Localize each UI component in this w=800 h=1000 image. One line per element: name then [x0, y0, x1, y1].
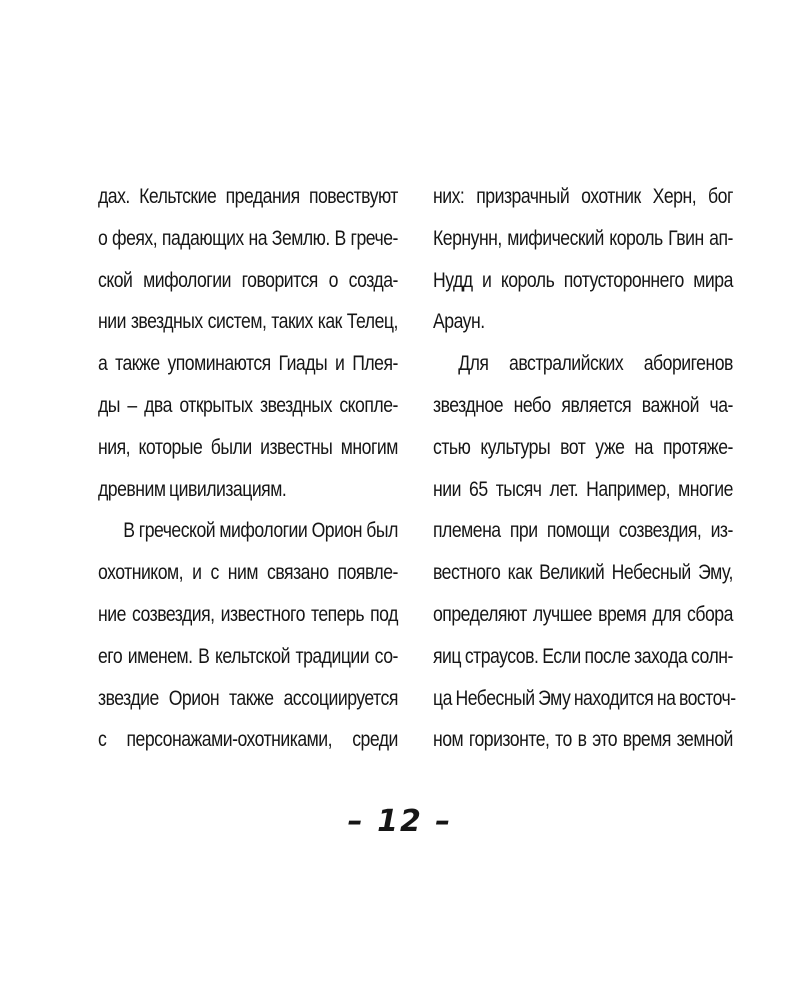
text-line: определяют лучшее время для сбора — [433, 602, 733, 626]
text-line: яиц страусов. Если после захода солн- — [433, 644, 733, 668]
text-line: нии 65 тысяч лет. Например, многие — [433, 477, 733, 501]
text-line: звездное небо является важной ча- — [433, 393, 733, 417]
text-line: Кернунн, мифический король Гвин ап- — [433, 226, 733, 250]
text-line: вестного как Великий Небесный Эму, — [433, 561, 733, 585]
text-line: стью культуры вот уже на протяже- — [433, 435, 733, 459]
text-line: звездие Орион также ассоциируется — [98, 686, 398, 710]
text-line: Нудд и король потустороннего мира — [433, 268, 733, 292]
text-line: них: призрачный охотник Херн, бог — [433, 185, 733, 208]
text-line: ца Небесный Эму находится на восточ- — [433, 686, 736, 710]
text-line: племена при помощи созвездия, из- — [433, 519, 733, 543]
page-number: – 12 – — [347, 804, 453, 839]
text-line: ние созвездия, известного теперь под — [98, 602, 398, 626]
paragraph-last-line: Араун. — [433, 310, 485, 334]
text-line: а также упоминаются Гиады и Плея- — [98, 352, 398, 376]
text-line: ния, которые были известны многим — [98, 435, 398, 459]
paragraph-first-line: В греческой мифологии Орион был — [123, 519, 398, 543]
paragraph-first-line: Для австралийских аборигенов — [458, 352, 733, 376]
text-line: его именем. В кельтской традиции со- — [98, 644, 398, 668]
text-line: ской мифологии говорится о созда- — [98, 268, 398, 292]
text-line: охотником, и с ним связано появле- — [98, 561, 398, 585]
paragraph-last-line: древним цивилизациям. — [98, 477, 287, 501]
left-text-column — [98, 176, 398, 761]
text-line: нии звездных систем, таких как Телец, — [98, 310, 398, 334]
right-text-column — [433, 176, 736, 761]
text-line: ды – два открытых звездных скопле- — [98, 393, 398, 417]
text-line: с персонажами-охотниками, среди — [98, 728, 398, 752]
text-line: дах. Кельтские предания повествуют — [98, 185, 398, 208]
text-line: ном горизонте, то в это время земной — [433, 728, 733, 752]
text-line: о феях, падающих на Землю. В грече- — [98, 226, 398, 250]
